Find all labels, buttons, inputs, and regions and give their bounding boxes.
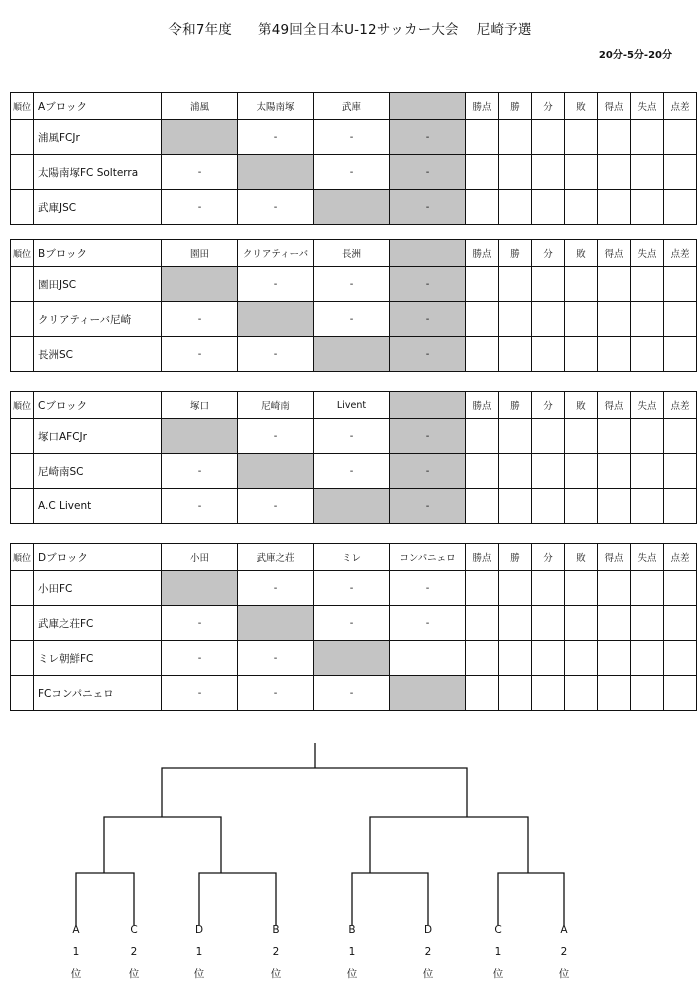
- table-row: [11, 419, 697, 454]
- result-cell: [390, 641, 466, 676]
- stat-cell: [466, 641, 499, 676]
- rank-cell: [11, 337, 34, 372]
- rank-cell: [11, 454, 34, 489]
- bracket-slot-rank: 2: [272, 946, 280, 958]
- opponent-header: コンパニェロ: [390, 544, 466, 571]
- opponent-header: 小田: [162, 544, 238, 571]
- result-cell: [314, 190, 390, 225]
- stat-cell: [466, 419, 499, 454]
- title-tournament: 第49回全日本U-12サッカー大会: [258, 22, 459, 38]
- stat-cell: [499, 337, 532, 372]
- result-cell: -: [238, 337, 314, 372]
- stat-header: 得点: [598, 544, 631, 571]
- stat-cell: [499, 267, 532, 302]
- rank-cell: [11, 302, 34, 337]
- bracket-slot-label: [488, 922, 508, 988]
- result-cell: -: [314, 606, 390, 641]
- stat-cell: [565, 120, 598, 155]
- team-name: A.C Livent: [34, 489, 162, 524]
- team-name: 塚口AFCJr: [34, 419, 162, 454]
- result-cell: -: [390, 337, 466, 372]
- stat-cell: [466, 454, 499, 489]
- stat-header: 分: [532, 392, 565, 419]
- stat-cell: [466, 302, 499, 337]
- stat-cell: [499, 641, 532, 676]
- result-cell: -: [238, 676, 314, 711]
- table-row: [11, 267, 697, 302]
- stat-cell: [631, 676, 664, 711]
- stat-header: 得点: [598, 392, 631, 419]
- stat-header: 敗: [565, 544, 598, 571]
- stat-cell: [466, 571, 499, 606]
- block-name: Dブロック: [34, 544, 162, 571]
- team-name: クリアティーバ尼崎: [34, 302, 162, 337]
- stat-cell: [565, 641, 598, 676]
- opponent-header: [390, 93, 466, 120]
- stat-header: 失点: [631, 93, 664, 120]
- stat-cell: [664, 120, 697, 155]
- result-cell: [238, 302, 314, 337]
- bracket-qf-2: [199, 873, 276, 925]
- stat-cell: [565, 155, 598, 190]
- stat-header: 分: [532, 240, 565, 267]
- result-cell: -: [162, 454, 238, 489]
- opponent-header: [390, 392, 466, 419]
- stat-cell: [631, 155, 664, 190]
- result-cell: -: [162, 155, 238, 190]
- result-cell: -: [314, 571, 390, 606]
- stat-cell: [598, 606, 631, 641]
- result-cell: -: [390, 489, 466, 524]
- stat-cell: [598, 267, 631, 302]
- result-cell: -: [238, 641, 314, 676]
- result-cell: [390, 676, 466, 711]
- stat-cell: [664, 155, 697, 190]
- table-row: [11, 489, 697, 524]
- result-cell: -: [390, 155, 466, 190]
- rank-cell: [11, 120, 34, 155]
- result-cell: [162, 419, 238, 454]
- stat-header: 勝: [499, 392, 532, 419]
- result-cell: -: [314, 267, 390, 302]
- block-name: Cブロック: [34, 392, 162, 419]
- result-cell: -: [314, 120, 390, 155]
- block-header-row: [11, 544, 697, 571]
- title-year: 令和7年度: [168, 22, 233, 38]
- stat-cell: [664, 190, 697, 225]
- stat-cell: [499, 606, 532, 641]
- stat-cell: [598, 641, 631, 676]
- rank-header: 順位: [11, 93, 34, 120]
- bracket-slot-suffix: 位: [270, 968, 282, 980]
- table-row: [11, 337, 697, 372]
- stat-cell: [664, 302, 697, 337]
- stat-header: 失点: [631, 392, 664, 419]
- bracket-slot-label: [554, 922, 574, 988]
- stat-cell: [532, 454, 565, 489]
- stat-cell: [565, 606, 598, 641]
- title-qualifier: 尼崎予選: [476, 22, 532, 38]
- result-cell: -: [390, 419, 466, 454]
- rank-cell: [11, 190, 34, 225]
- stat-cell: [664, 606, 697, 641]
- stat-cell: [565, 190, 598, 225]
- stat-cell: [466, 155, 499, 190]
- block-header-row: [11, 392, 697, 419]
- rank-cell: [11, 419, 34, 454]
- result-cell: -: [390, 571, 466, 606]
- bracket-semi-left: [104, 817, 221, 873]
- stat-cell: [466, 489, 499, 524]
- stat-cell: [565, 571, 598, 606]
- stat-cell: [499, 571, 532, 606]
- bracket-slot-label: [342, 922, 362, 988]
- team-name: FCコンパニェロ: [34, 676, 162, 711]
- rank-header: 順位: [11, 240, 34, 267]
- rank-cell: [11, 606, 34, 641]
- result-cell: -: [162, 676, 238, 711]
- stat-header: 勝点: [466, 544, 499, 571]
- stat-cell: [532, 267, 565, 302]
- stat-cell: [532, 641, 565, 676]
- table-row: [11, 190, 697, 225]
- stat-cell: [499, 155, 532, 190]
- stat-cell: [631, 489, 664, 524]
- stat-cell: [631, 120, 664, 155]
- stat-header: 勝: [499, 544, 532, 571]
- opponent-header: 武庫之荘: [238, 544, 314, 571]
- opponent-header: 尼崎南: [238, 392, 314, 419]
- bracket-slot-suffix: 位: [193, 968, 205, 980]
- bracket-qf-3: [352, 873, 428, 925]
- bracket-slot-label: [266, 922, 286, 988]
- stat-header: 失点: [631, 544, 664, 571]
- stat-cell: [499, 120, 532, 155]
- team-name: 尼崎南SC: [34, 454, 162, 489]
- stat-cell: [631, 606, 664, 641]
- block-header-row: [11, 240, 697, 267]
- team-name: ミレ朝鮮FC: [34, 641, 162, 676]
- stat-cell: [664, 267, 697, 302]
- result-cell: -: [314, 454, 390, 489]
- result-cell: -: [390, 120, 466, 155]
- result-cell: [238, 454, 314, 489]
- stat-cell: [466, 190, 499, 225]
- stat-header: 得点: [598, 240, 631, 267]
- stat-cell: [631, 641, 664, 676]
- bracket-slot-block: C: [494, 924, 502, 936]
- stat-header: 点差: [664, 544, 697, 571]
- block-table-1: [10, 239, 697, 372]
- bracket-slot-block: A: [72, 924, 80, 936]
- stat-cell: [598, 489, 631, 524]
- opponent-header: ミレ: [314, 544, 390, 571]
- rank-cell: [11, 489, 34, 524]
- rank-header: 順位: [11, 544, 34, 571]
- stat-cell: [631, 302, 664, 337]
- stat-cell: [499, 190, 532, 225]
- block-name: Bブロック: [34, 240, 162, 267]
- opponent-header: 塚口: [162, 392, 238, 419]
- stat-cell: [565, 676, 598, 711]
- stat-cell: [532, 120, 565, 155]
- opponent-header: 園田: [162, 240, 238, 267]
- team-name: 園田JSC: [34, 267, 162, 302]
- stat-cell: [466, 676, 499, 711]
- stat-cell: [565, 267, 598, 302]
- table-row: [11, 155, 697, 190]
- rank-cell: [11, 641, 34, 676]
- bracket-slot-block: D: [194, 924, 204, 936]
- table-row: [11, 120, 697, 155]
- stat-header: 勝: [499, 240, 532, 267]
- stat-cell: [499, 419, 532, 454]
- bracket-slot-rank: 2: [424, 946, 432, 958]
- stat-cell: [565, 302, 598, 337]
- team-name: 浦風FCJr: [34, 120, 162, 155]
- result-cell: [162, 571, 238, 606]
- stat-cell: [499, 302, 532, 337]
- stat-cell: [664, 641, 697, 676]
- stat-header: 分: [532, 93, 565, 120]
- bracket-slot-suffix: 位: [558, 968, 570, 980]
- table-row: [11, 606, 697, 641]
- result-cell: [314, 489, 390, 524]
- bracket-slot-suffix: 位: [70, 968, 82, 980]
- result-cell: -: [162, 190, 238, 225]
- stat-cell: [499, 489, 532, 524]
- result-cell: -: [390, 302, 466, 337]
- stat-cell: [631, 454, 664, 489]
- result-cell: -: [314, 676, 390, 711]
- stat-cell: [631, 337, 664, 372]
- stat-header: 分: [532, 544, 565, 571]
- result-cell: -: [390, 606, 466, 641]
- result-cell: -: [162, 337, 238, 372]
- stat-cell: [532, 302, 565, 337]
- stat-header: 失点: [631, 240, 664, 267]
- stat-header: 点差: [664, 392, 697, 419]
- block-header-row: [11, 93, 697, 120]
- team-name: 小田FC: [34, 571, 162, 606]
- stat-cell: [532, 606, 565, 641]
- result-cell: [314, 337, 390, 372]
- result-cell: -: [238, 419, 314, 454]
- stat-cell: [598, 155, 631, 190]
- stat-cell: [565, 454, 598, 489]
- result-cell: -: [162, 606, 238, 641]
- stat-cell: [532, 571, 565, 606]
- bracket-slot-rank: 2: [130, 946, 138, 958]
- team-name: 武庫之荘FC: [34, 606, 162, 641]
- stat-cell: [466, 337, 499, 372]
- result-cell: [314, 641, 390, 676]
- result-cell: -: [162, 489, 238, 524]
- table-row: [11, 641, 697, 676]
- stat-cell: [499, 676, 532, 711]
- opponent-header: [390, 240, 466, 267]
- stat-cell: [598, 454, 631, 489]
- table-row: [11, 571, 697, 606]
- block-table-2: [10, 391, 697, 524]
- bracket-slot-suffix: 位: [128, 968, 140, 980]
- stat-cell: [664, 489, 697, 524]
- stat-cell: [598, 676, 631, 711]
- stat-cell: [532, 337, 565, 372]
- stat-cell: [598, 419, 631, 454]
- stat-header: 勝: [499, 93, 532, 120]
- bracket-slot-block: A: [560, 924, 568, 936]
- result-cell: -: [238, 571, 314, 606]
- bracket-slot-label: [66, 922, 86, 988]
- rank-cell: [11, 571, 34, 606]
- result-cell: -: [238, 489, 314, 524]
- stat-header: 得点: [598, 93, 631, 120]
- result-cell: -: [162, 302, 238, 337]
- result-cell: -: [238, 120, 314, 155]
- team-name: 武庫JSC: [34, 190, 162, 225]
- stat-cell: [466, 120, 499, 155]
- stat-cell: [631, 571, 664, 606]
- result-cell: -: [390, 267, 466, 302]
- stat-header: 勝点: [466, 392, 499, 419]
- knockout-bracket: [0, 735, 700, 935]
- bracket-slot-label: [418, 922, 438, 988]
- result-cell: [162, 120, 238, 155]
- result-cell: -: [238, 267, 314, 302]
- stat-cell: [598, 337, 631, 372]
- stat-cell: [466, 606, 499, 641]
- stat-cell: [664, 337, 697, 372]
- stat-cell: [565, 419, 598, 454]
- bracket-slot-suffix: 位: [492, 968, 504, 980]
- opponent-header: 武庫: [314, 93, 390, 120]
- bracket-qf-4: [498, 873, 564, 925]
- bracket-final: [162, 768, 467, 817]
- bracket-slot-suffix: 位: [346, 968, 358, 980]
- rank-cell: [11, 267, 34, 302]
- block-name: Aブロック: [34, 93, 162, 120]
- stat-cell: [466, 267, 499, 302]
- table-row: [11, 676, 697, 711]
- bracket-slot-rank: 1: [348, 946, 356, 958]
- opponent-header: 太陽南塚: [238, 93, 314, 120]
- result-cell: -: [314, 155, 390, 190]
- table-row: [11, 454, 697, 489]
- result-cell: -: [390, 190, 466, 225]
- stat-cell: [565, 489, 598, 524]
- result-cell: -: [390, 454, 466, 489]
- result-cell: -: [238, 190, 314, 225]
- stat-cell: [499, 454, 532, 489]
- stat-cell: [532, 676, 565, 711]
- opponent-header: 浦風: [162, 93, 238, 120]
- bracket-slot-label: [189, 922, 209, 988]
- bracket-slot-rank: 1: [195, 946, 203, 958]
- bracket-slot-block: B: [272, 924, 280, 936]
- stat-cell: [664, 454, 697, 489]
- bracket-slot-block: D: [423, 924, 433, 936]
- stat-header: 敗: [565, 392, 598, 419]
- stat-cell: [532, 489, 565, 524]
- stat-header: 勝点: [466, 240, 499, 267]
- bracket-slot-suffix: 位: [422, 968, 434, 980]
- stat-cell: [664, 571, 697, 606]
- page-title: [0, 18, 700, 38]
- stat-cell: [631, 190, 664, 225]
- opponent-header: クリアティーバ: [238, 240, 314, 267]
- block-table-0: [10, 92, 697, 225]
- bracket-slot-rank: 1: [72, 946, 80, 958]
- rank-header: 順位: [11, 392, 34, 419]
- stat-header: 敗: [565, 93, 598, 120]
- bracket-semi-right: [370, 817, 528, 873]
- stat-cell: [664, 676, 697, 711]
- stat-cell: [631, 419, 664, 454]
- stat-header: 点差: [664, 93, 697, 120]
- stat-cell: [532, 419, 565, 454]
- bracket-slot-block: C: [130, 924, 138, 936]
- stat-cell: [598, 120, 631, 155]
- match-time-format: 20分-5分-20分: [598, 50, 672, 61]
- rank-cell: [11, 155, 34, 190]
- result-cell: -: [314, 302, 390, 337]
- block-table-3: [10, 543, 697, 711]
- bracket-qf-1: [76, 873, 134, 925]
- result-cell: [238, 606, 314, 641]
- result-cell: -: [314, 419, 390, 454]
- table-row: [11, 302, 697, 337]
- stat-cell: [532, 155, 565, 190]
- stat-cell: [532, 190, 565, 225]
- bracket-slot-block: B: [348, 924, 356, 936]
- opponent-header: Livent: [314, 392, 390, 419]
- bracket-slot-label: [124, 922, 144, 988]
- stat-cell: [598, 302, 631, 337]
- result-cell: -: [162, 641, 238, 676]
- stat-cell: [664, 419, 697, 454]
- result-cell: [238, 155, 314, 190]
- stat-cell: [598, 571, 631, 606]
- bracket-slot-rank: 2: [560, 946, 568, 958]
- stat-cell: [598, 190, 631, 225]
- team-name: 太陽南塚FC Solterra: [34, 155, 162, 190]
- stat-header: 敗: [565, 240, 598, 267]
- team-name: 長洲SC: [34, 337, 162, 372]
- result-cell: [162, 267, 238, 302]
- stat-cell: [565, 337, 598, 372]
- stat-cell: [631, 267, 664, 302]
- rank-cell: [11, 676, 34, 711]
- opponent-header: 長洲: [314, 240, 390, 267]
- stat-header: 勝点: [466, 93, 499, 120]
- stat-header: 点差: [664, 240, 697, 267]
- bracket-slot-rank: 1: [494, 946, 502, 958]
